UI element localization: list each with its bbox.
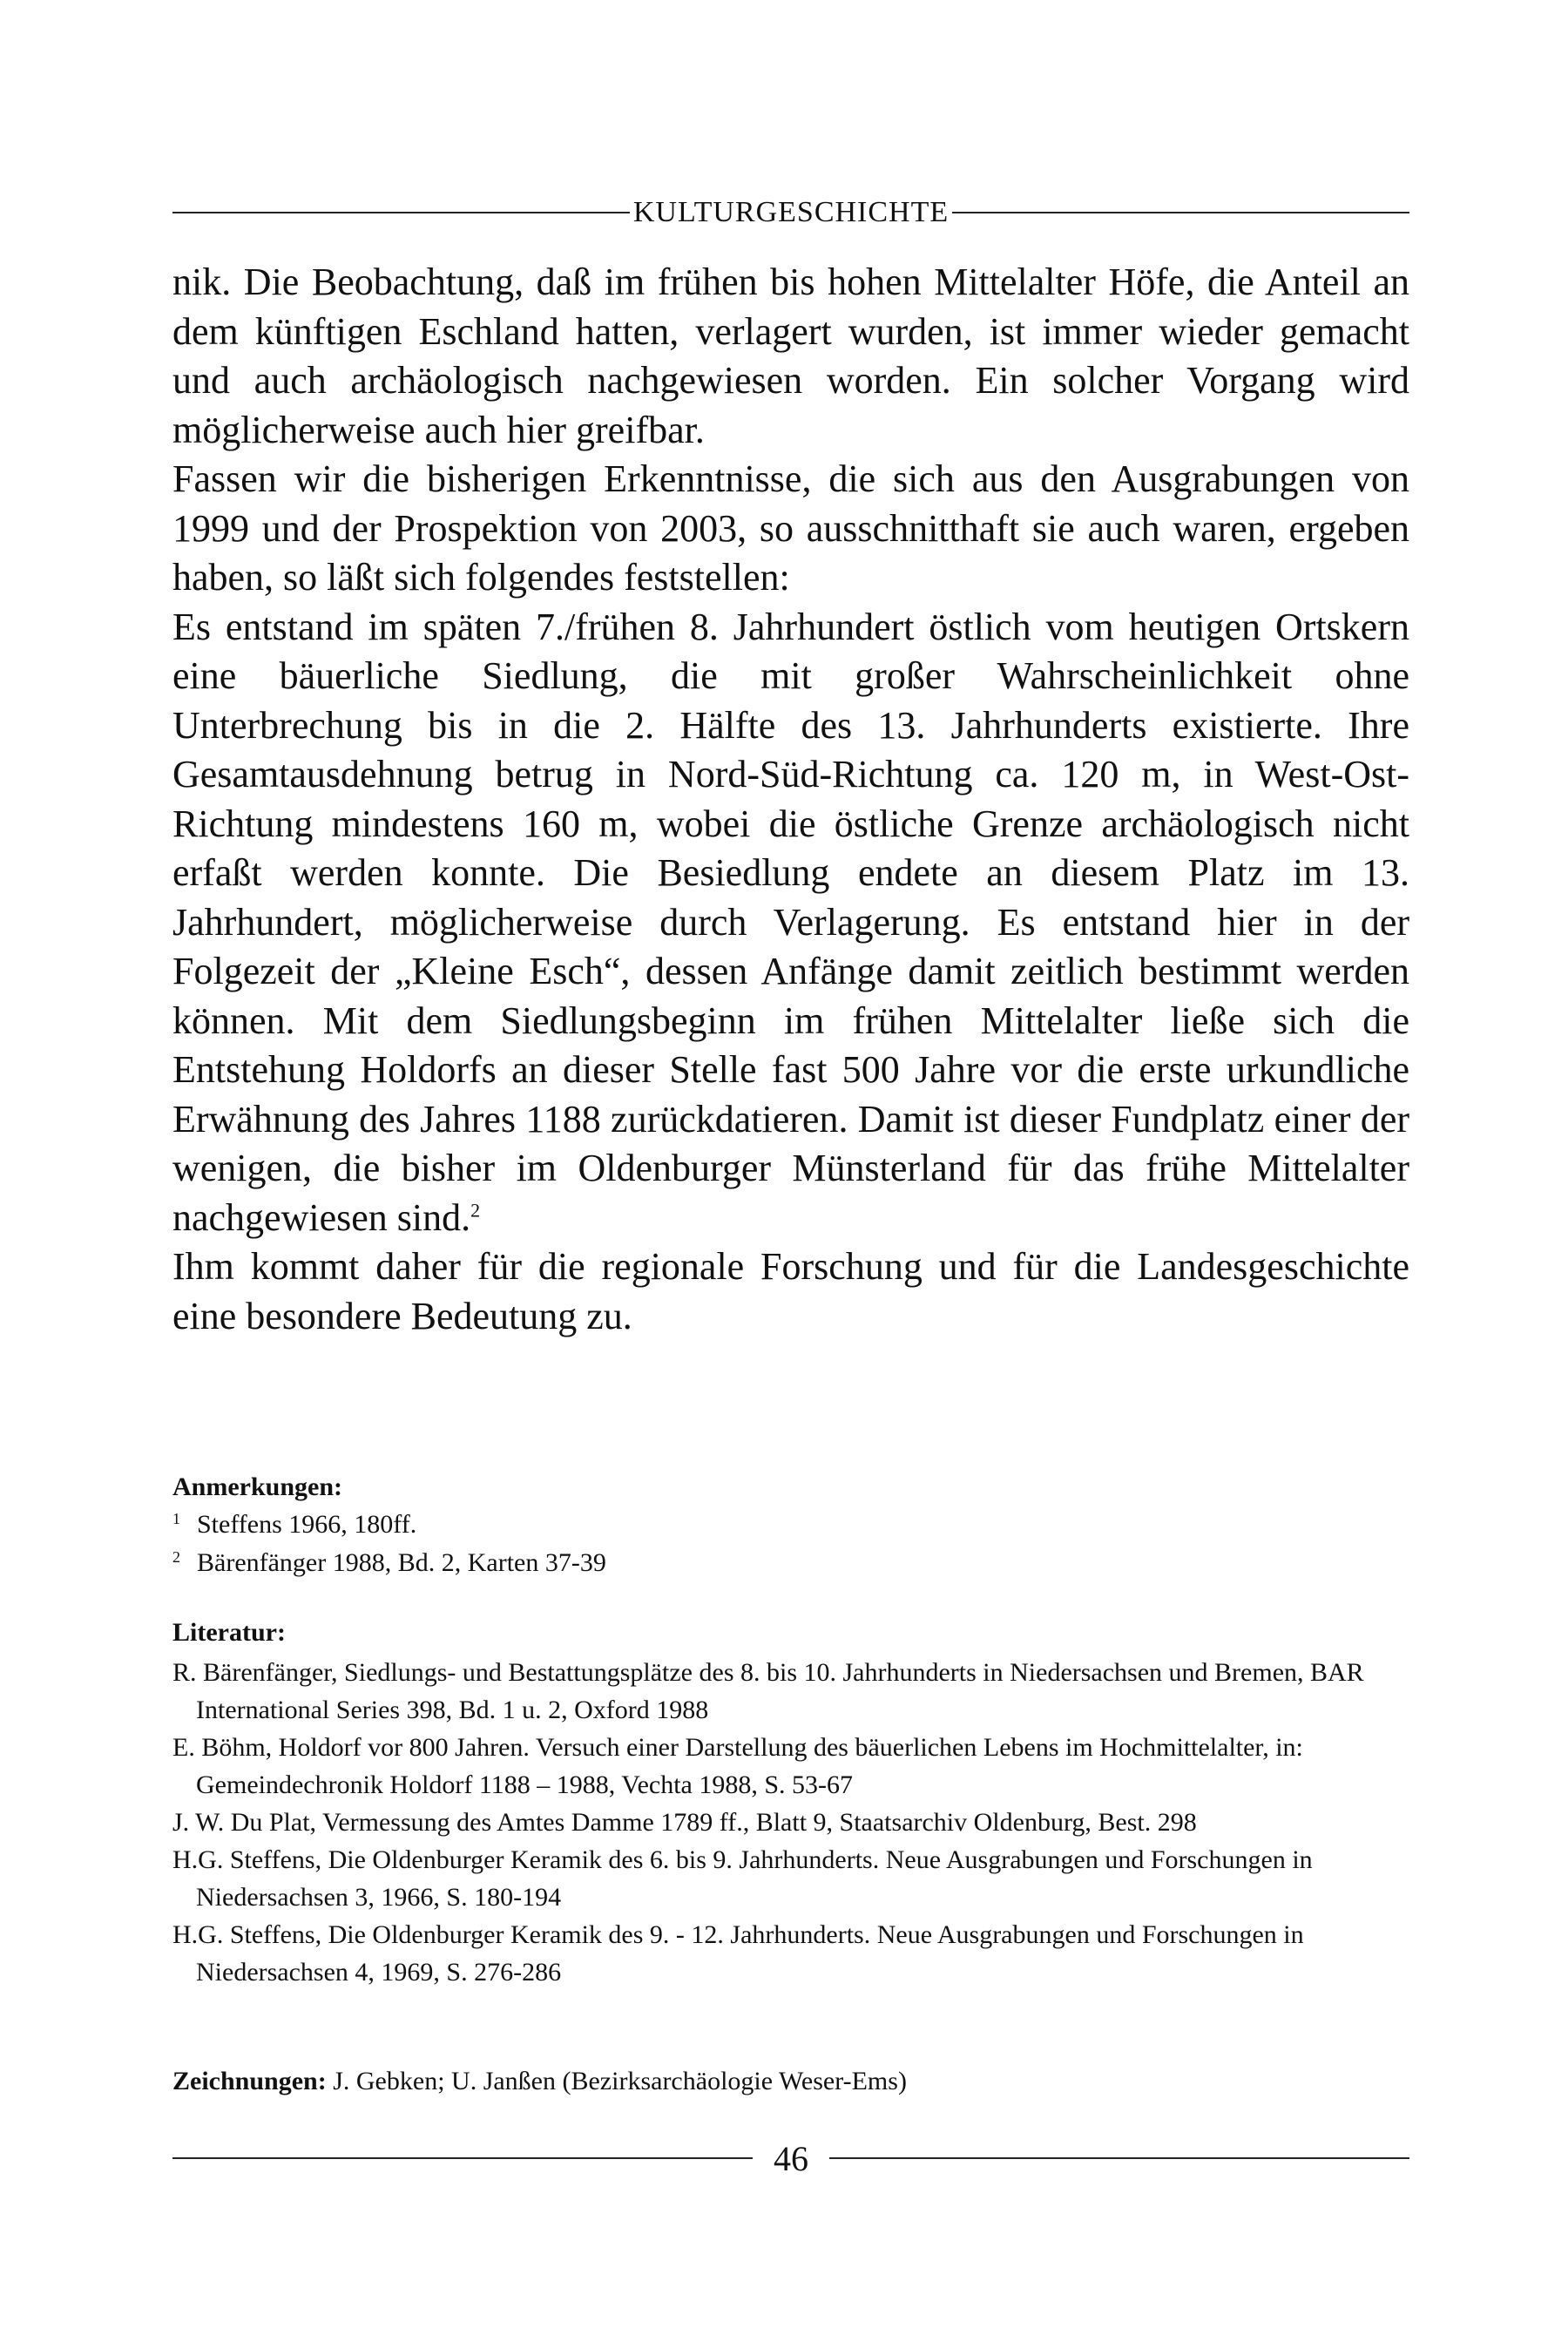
note-number: 2 bbox=[172, 1548, 180, 1566]
notes-heading: Anmerkungen: bbox=[172, 1472, 343, 1501]
body-paragraph bbox=[172, 603, 1409, 1243]
running-header bbox=[172, 190, 1409, 235]
body-paragraph: Fassen wir die bisherigen Erkenntnisse, die sich aus den Ausgrabungen von 1999 und der Prospektion von 2003, so ausschnitthaft sie auch waren, ergeben haben, so läßt sich folgendes feststellen: bbox=[172, 457, 1409, 599]
footer-rule-right bbox=[829, 2157, 1409, 2159]
note-item bbox=[172, 1506, 1409, 1544]
drawings-credit-text: J. Gebken; U. Janßen (Bezirksarchäologie Weser-Ems) bbox=[326, 2067, 907, 2095]
running-header-title: KULTURGESCHICHTE bbox=[632, 196, 950, 228]
drawings-credit-label: Zeichnungen: bbox=[172, 2067, 327, 2095]
literature-entry: E. Böhm, Holdorf vor 800 Jahren. Versuch einer Darstellung des bäuerlichen Lebens im Hochmittelalter, in: Gemeindechronik Holdorf 1188 – 1988, Vechta 1988, S. 53-67 bbox=[172, 1733, 1303, 1799]
literature-entry: R. Bärenfänger, Siedlungs- und Bestattungsplätze des 8. bis 10. Jahrhunderts in Niedersachsen und Bremen, BAR International Series 398, Bd. 1 u. 2, Oxford 1988 bbox=[172, 1658, 1364, 1724]
header-rule-right bbox=[952, 212, 1409, 213]
literature-list bbox=[172, 1654, 1409, 1991]
drawings-credit bbox=[172, 2067, 907, 2096]
note-item bbox=[172, 1544, 1409, 1582]
body-text bbox=[172, 258, 1409, 1341]
footer-rule-left bbox=[172, 2157, 753, 2159]
body-paragraph-text: Es entstand im späten 7./frühen 8. Jahrhundert östlich vom heutigen Ortskern eine bäuerliche Siedlung, die mit großer Wahrscheinlichkeit ohne Unterbrechung bis in die 2. Hälfte des 13. Jahrhunderts existierte. Ihre Gesamtausdehnung betrug in Nord-Süd-Richtung ca. 120 m, in West-Ost-Richtung mindestens 160 m, wobei die östliche Grenze archäologisch nicht erfaßt werden konnte. Die Besiedlung endete an diesem Platz im 13. Jahrhundert, möglicherweise durch Verlagerung. Es entstand hier in der Folgezeit der „Kleine Esch“, dessen Anfänge damit zeitlich bestimmt werden können. Mit dem Siedlungsbeginn im frühen Mittelalter ließe sich die Entstehung Holdorfs an dieser Stelle fast 500 Jahre vor die erste urkundliche Erwähnung des Jahres 1188 zurückdatieren. Damit ist dieser Fundplatz einer der wenigen, die bisher im Oldenburger Münsterland für das frühe Mittelalter nachgewiesen sind. bbox=[172, 605, 1409, 1239]
footnote-marker: 2 bbox=[470, 1198, 481, 1221]
page-number: 46 bbox=[774, 2138, 808, 2178]
note-text: Steffens 1966, 180ff. bbox=[197, 1510, 417, 1539]
notes-list bbox=[172, 1506, 1409, 1582]
body-paragraph: Ihm kommt daher für die regionale Forschung und für die Landesgeschichte eine besondere Bedeutung zu. bbox=[172, 1245, 1409, 1337]
note-number: 1 bbox=[172, 1510, 180, 1527]
literature-entry: J. W. Du Plat, Vermessung des Amtes Damme 1789 ff., Blatt 9, Staatsarchiv Oldenburg, Best. 298 bbox=[172, 1808, 1197, 1837]
header-rule-left bbox=[172, 212, 630, 213]
literature-entry: H.G. Steffens, Die Oldenburger Keramik des 9. - 12. Jahrhunderts. Neue Ausgrabungen und Forschungen in Niedersachsen 4, 1969, S. 276-286 bbox=[172, 1920, 1304, 1987]
body-paragraph: nik. Die Beobachtung, daß im frühen bis hohen Mittelalter Höfe, die Anteil an dem künftigen Eschland hatten, verlagert wurden, ist immer wieder gemacht und auch archäologisch nachgewiesen worden. Ein solcher Vorgang wird möglicherweise auch hier greifbar. bbox=[172, 261, 1409, 451]
page-footer bbox=[172, 2136, 1409, 2180]
literature-entry: H.G. Steffens, Die Oldenburger Keramik des 6. bis 9. Jahrhunderts. Neue Ausgrabungen und Forschungen in Niedersachsen 3, 1966, S. 180-194 bbox=[172, 1845, 1313, 1912]
literature-heading: Literatur: bbox=[172, 1618, 286, 1647]
note-text: Bärenfänger 1988, Bd. 2, Karten 37-39 bbox=[197, 1548, 606, 1577]
